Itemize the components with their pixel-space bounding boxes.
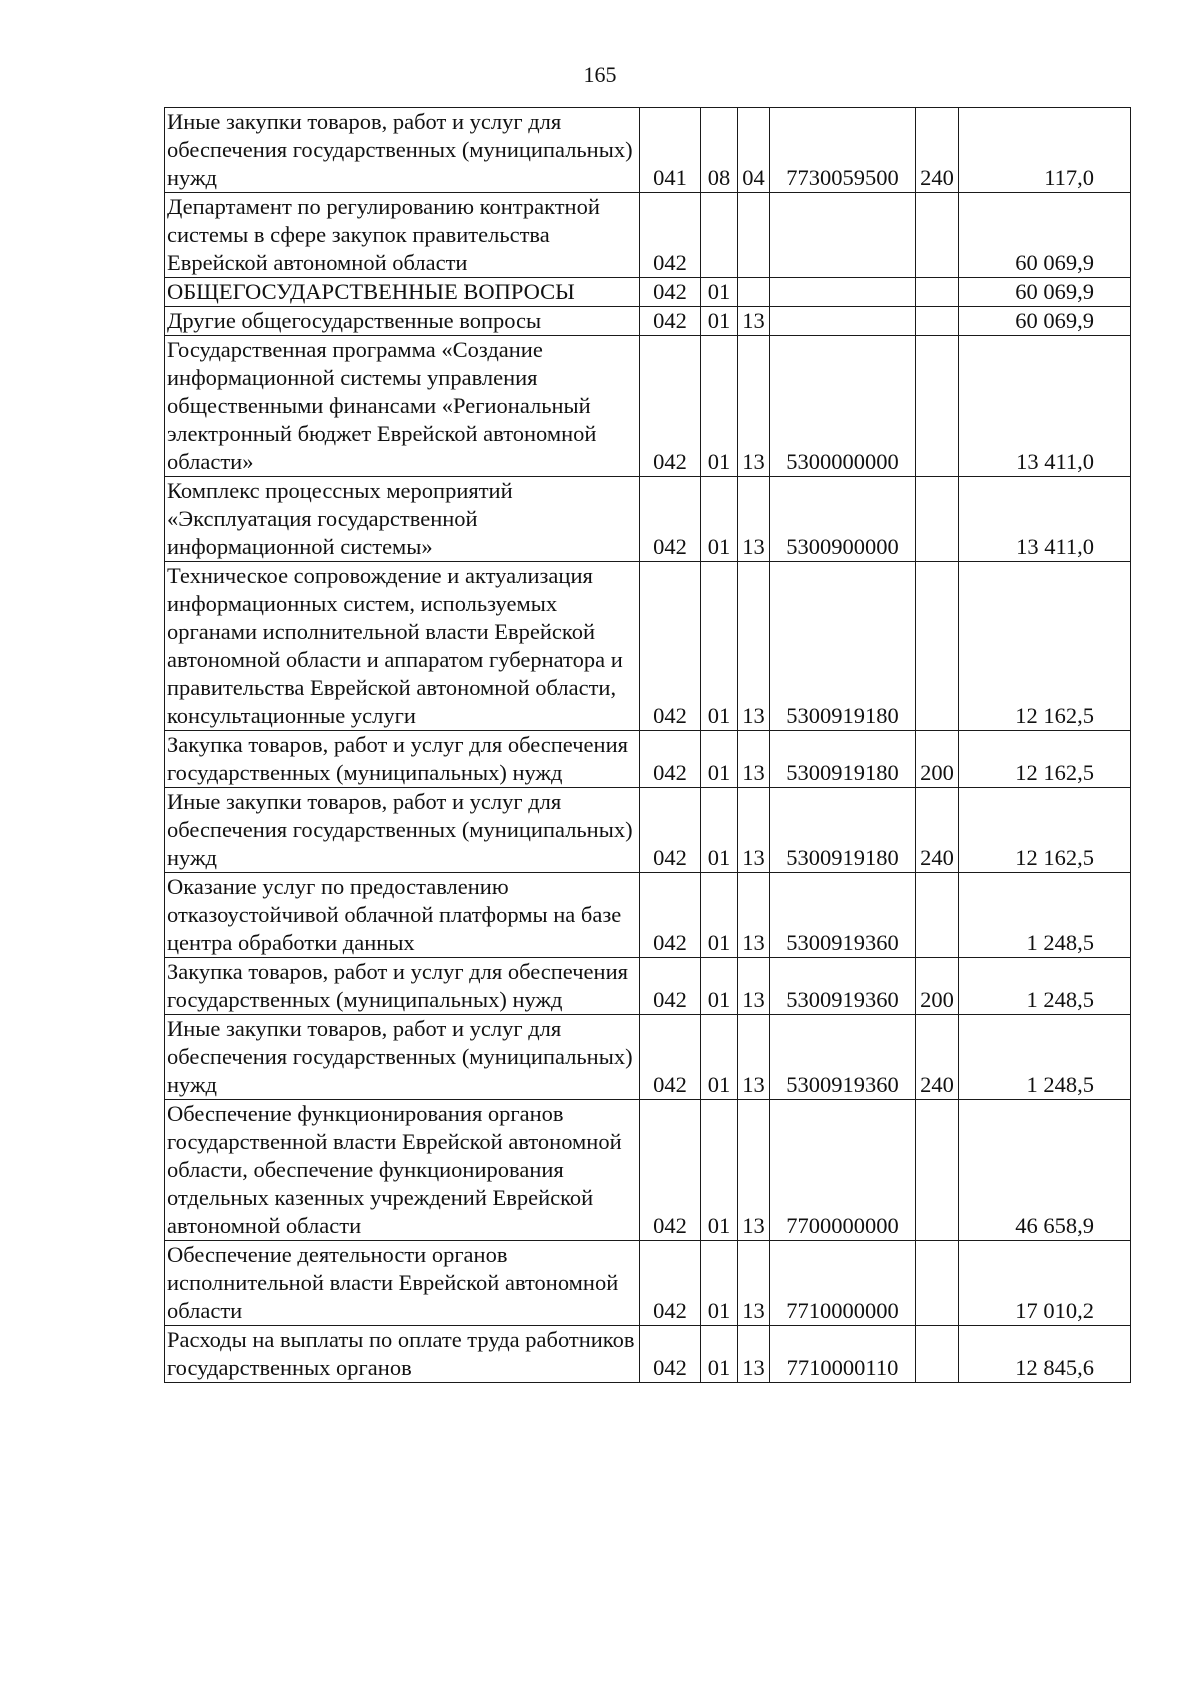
row-subsection-code: 13 [738, 788, 770, 873]
row-target-article: 5300000000 [770, 336, 916, 477]
row-name: Обеспечение деятельности органов исполнительной власти Еврейской автономной области [165, 1241, 640, 1326]
row-target-article: 5300919360 [770, 873, 916, 958]
row-ved-code: 042 [640, 278, 701, 307]
row-section-code: 01 [701, 873, 738, 958]
row-subsection-code: 04 [738, 108, 770, 193]
row-subsection-code: 13 [738, 1100, 770, 1241]
row-name: Обеспечение функционирования органов государственной власти Еврейской автономной области, обеспечение функционирования отдельных казенных учреждений Еврейской автономной области [165, 1100, 640, 1241]
row-ved-code: 042 [640, 307, 701, 336]
table-row [165, 336, 1131, 477]
table-row [165, 731, 1131, 788]
budget-table [164, 107, 1131, 1383]
row-section-code: 01 [701, 731, 738, 788]
row-name: Государственная программа «Создание информационной системы управления общественными финансами «Региональный электронный бюджет Еврейской автономной области» [165, 336, 640, 477]
row-expense-type [916, 873, 959, 958]
row-name: Расходы на выплаты по оплате труда работников государственных органов [165, 1326, 640, 1383]
row-subsection-code: 13 [738, 1241, 770, 1326]
row-section-code: 01 [701, 1241, 738, 1326]
row-target-article [770, 278, 916, 307]
row-subsection-code: 13 [738, 336, 770, 477]
row-amount: 12 162,5 [959, 731, 1131, 788]
row-ved-code: 042 [640, 873, 701, 958]
row-name: Комплекс процессных мероприятий «Эксплуатация государственной информационной системы» [165, 477, 640, 562]
row-subsection-code: 13 [738, 731, 770, 788]
row-amount: 1 248,5 [959, 873, 1131, 958]
row-name: Закупка товаров, работ и услуг для обеспечения государственных (муниципальных) нужд [165, 958, 640, 1015]
row-section-code: 01 [701, 477, 738, 562]
row-expense-type [916, 336, 959, 477]
row-expense-type: 200 [916, 731, 959, 788]
row-subsection-code: 13 [738, 958, 770, 1015]
row-target-article: 5300919180 [770, 562, 916, 731]
row-name: Оказание услуг по предоставлению отказоустойчивой облачной платформы на базе центра обработки данных [165, 873, 640, 958]
table-row [165, 1100, 1131, 1241]
row-expense-type [916, 1326, 959, 1383]
row-amount: 60 069,9 [959, 193, 1131, 278]
row-name: Иные закупки товаров, работ и услуг для обеспечения государственных (муниципальных) нужд [165, 1015, 640, 1100]
row-target-article: 5300919180 [770, 788, 916, 873]
row-name: Закупка товаров, работ и услуг для обеспечения государственных (муниципальных) нужд [165, 731, 640, 788]
row-ved-code: 042 [640, 193, 701, 278]
row-ved-code: 042 [640, 1015, 701, 1100]
row-target-article: 5300900000 [770, 477, 916, 562]
row-amount: 12 845,6 [959, 1326, 1131, 1383]
row-section-code: 01 [701, 562, 738, 731]
row-amount: 1 248,5 [959, 958, 1131, 1015]
row-target-article: 5300919360 [770, 1015, 916, 1100]
row-amount: 17 010,2 [959, 1241, 1131, 1326]
table-row [165, 108, 1131, 193]
row-section-code: 01 [701, 278, 738, 307]
row-amount: 13 411,0 [959, 477, 1131, 562]
row-section-code: 08 [701, 108, 738, 193]
row-amount: 117,0 [959, 108, 1131, 193]
row-subsection-code: 13 [738, 873, 770, 958]
table-row [165, 788, 1131, 873]
table-row [165, 958, 1131, 1015]
row-target-article [770, 193, 916, 278]
row-target-article: 7730059500 [770, 108, 916, 193]
row-expense-type [916, 1100, 959, 1241]
row-section-code: 01 [701, 958, 738, 1015]
row-subsection-code [738, 278, 770, 307]
row-ved-code: 042 [640, 562, 701, 731]
row-expense-type [916, 1241, 959, 1326]
row-expense-type [916, 278, 959, 307]
row-target-article: 7700000000 [770, 1100, 916, 1241]
row-amount: 13 411,0 [959, 336, 1131, 477]
page-number: 165 [583, 62, 617, 87]
row-ved-code: 042 [640, 731, 701, 788]
row-ved-code: 042 [640, 1100, 701, 1241]
row-section-code: 01 [701, 1326, 738, 1383]
row-section-code: 01 [701, 1100, 738, 1241]
row-ved-code: 042 [640, 477, 701, 562]
row-name: Департамент по регулированию контрактной системы в сфере закупок правительства Еврейской автономной области [165, 193, 640, 278]
row-target-article: 5300919360 [770, 958, 916, 1015]
table-row [165, 873, 1131, 958]
row-section-code: 01 [701, 336, 738, 477]
row-target-article: 7710000000 [770, 1241, 916, 1326]
row-ved-code: 042 [640, 1326, 701, 1383]
table-row [165, 307, 1131, 336]
row-expense-type [916, 307, 959, 336]
table-row [165, 1241, 1131, 1326]
row-section-code: 01 [701, 788, 738, 873]
row-name: Иные закупки товаров, работ и услуг для обеспечения государственных (муниципальных) нужд [165, 108, 640, 193]
row-expense-type: 240 [916, 1015, 959, 1100]
row-subsection-code: 13 [738, 1326, 770, 1383]
row-amount: 1 248,5 [959, 1015, 1131, 1100]
row-expense-type: 240 [916, 788, 959, 873]
row-name: Другие общегосударственные вопросы [165, 307, 640, 336]
row-expense-type: 200 [916, 958, 959, 1015]
row-expense-type [916, 193, 959, 278]
row-ved-code: 042 [640, 788, 701, 873]
row-ved-code: 042 [640, 336, 701, 477]
row-ved-code: 042 [640, 958, 701, 1015]
row-name: Техническое сопровождение и актуализация информационных систем, используемых органами исполнительной власти Еврейской автономной области и аппаратом губернатора и правительства Еврейской автономной области, консультационные услуги [165, 562, 640, 731]
table-row [165, 193, 1131, 278]
row-amount: 12 162,5 [959, 562, 1131, 731]
row-section-code: 01 [701, 1015, 738, 1100]
table-row [165, 562, 1131, 731]
row-subsection-code: 13 [738, 307, 770, 336]
row-amount: 60 069,9 [959, 278, 1131, 307]
row-expense-type: 240 [916, 108, 959, 193]
row-expense-type [916, 477, 959, 562]
row-target-article: 7710000110 [770, 1326, 916, 1383]
row-name: Иные закупки товаров, работ и услуг для обеспечения государственных (муниципальных) нужд [165, 788, 640, 873]
table-body [165, 108, 1131, 1383]
row-target-article [770, 307, 916, 336]
row-expense-type [916, 562, 959, 731]
row-subsection-code [738, 193, 770, 278]
row-ved-code: 042 [640, 1241, 701, 1326]
row-subsection-code: 13 [738, 1015, 770, 1100]
row-ved-code: 041 [640, 108, 701, 193]
table-row [165, 278, 1131, 307]
row-section-code [701, 193, 738, 278]
row-target-article: 5300919180 [770, 731, 916, 788]
row-amount: 60 069,9 [959, 307, 1131, 336]
row-amount: 12 162,5 [959, 788, 1131, 873]
row-name: ОБЩЕГОСУДАРСТВЕННЫЕ ВОПРОСЫ [165, 278, 640, 307]
row-section-code: 01 [701, 307, 738, 336]
row-subsection-code: 13 [738, 477, 770, 562]
table-row [165, 1015, 1131, 1100]
table-row [165, 477, 1131, 562]
row-subsection-code: 13 [738, 562, 770, 731]
row-amount: 46 658,9 [959, 1100, 1131, 1241]
table-row [165, 1326, 1131, 1383]
